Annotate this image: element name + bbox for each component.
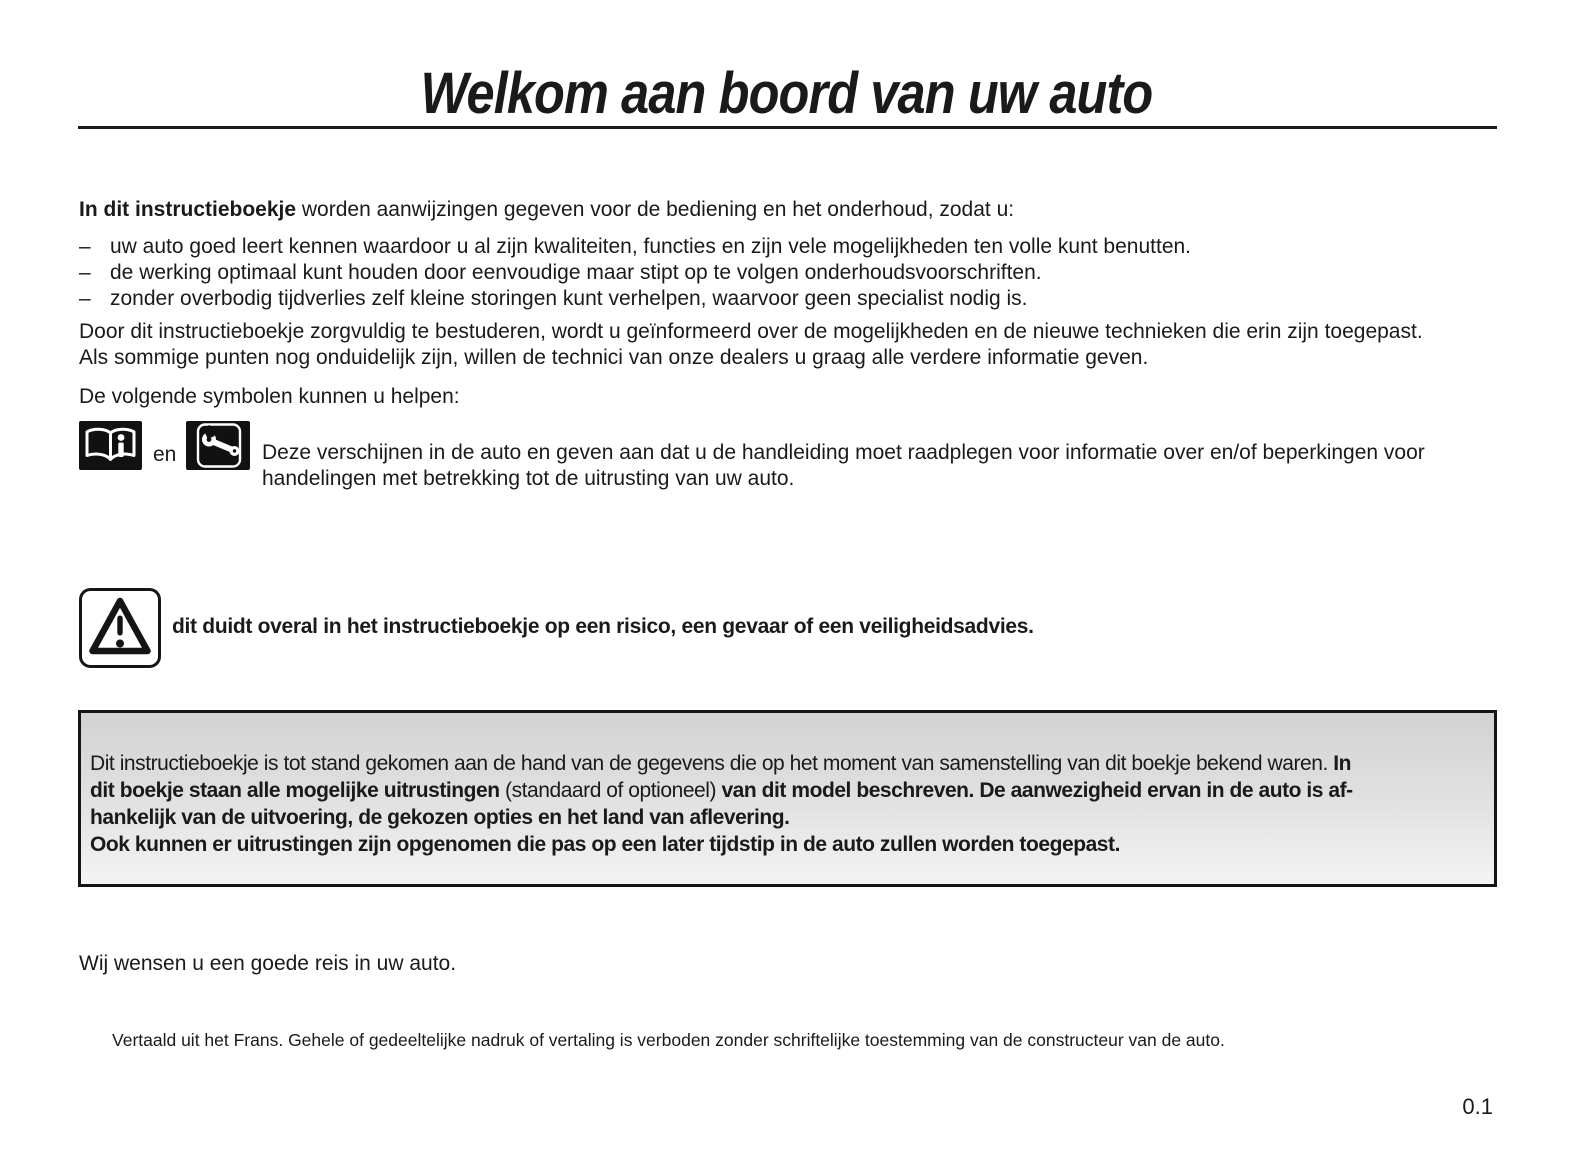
notice-bold: dit boekje staan alle mogelijke uitrustingen <box>90 779 506 802</box>
notice-line <box>90 804 1486 831</box>
bullet-list <box>79 234 1191 312</box>
page-title-wrap <box>0 60 1574 127</box>
study-paragraph <box>79 319 1423 371</box>
description-line: Deze verschijnen in de auto en geven aan dat u de handleiding moet raadplegen voor informatie over en/of beperkingen voor <box>262 441 1425 464</box>
notice-bold: hankelijk van de uitvoering, de gekozen opties en het land van aflevering. <box>90 806 790 829</box>
notice-line <box>90 777 1486 804</box>
title-underline <box>78 126 1497 129</box>
notice-line <box>90 750 1486 777</box>
paragraph-line: Door dit instructieboekje zorgvuldig te bestuderen, wordt u geïnformeerd over de mogelijkheden en de nieuwe technieken die erin zijn toegepast. <box>79 320 1423 343</box>
list-item <box>79 286 1191 312</box>
bullet-dash: – <box>79 287 91 310</box>
warning-text: dit duidt overal in het instructieboekje op een risico, een gevaar of een veiligheidsadvies. <box>172 615 1034 638</box>
symbols-description <box>262 440 1425 492</box>
notice-box <box>78 710 1497 887</box>
notice-bold: van dit model beschreven. De aanwezigheid ervan in de auto is af- <box>721 779 1353 802</box>
notice-regular: (standaard of optioneel) <box>505 779 722 802</box>
notice-bold: In <box>1333 752 1352 775</box>
translation-footnote: Vertaald uit het Frans. Gehele of gedeeltelijke nadruk of vertaling is verboden zonder schriftelijke toestemming van de constructeur van de auto. <box>112 1030 1225 1050</box>
lead-rest: worden aanwijzingen gegeven voor de bediening en het onderhoud, zodat u: <box>296 198 1015 221</box>
page-title: Welkom aan boord van uw auto <box>421 61 1153 126</box>
page-number: 0.1 <box>1462 1094 1493 1119</box>
symbols-connector: en <box>153 443 177 466</box>
handbook-info-icon <box>79 421 142 475</box>
bullet-text: de werking optimaal kunt houden door eenvoudige maar stipt op te volgen onderhoudsvoorschriften. <box>110 261 1042 284</box>
notice-line <box>90 831 1486 858</box>
lead-bold: In dit instructieboekje <box>79 198 297 221</box>
workshop-wrench-icon <box>186 421 250 475</box>
description-line: handelingen met betrekking tot de uitrusting van uw auto. <box>262 467 795 490</box>
warning-triangle-icon <box>79 588 161 673</box>
bullet-text: zonder overbodig tijdverlies zelf kleine storingen kunt verhelpen, waarvoor geen specialist nodig is. <box>110 287 1028 310</box>
list-item <box>79 260 1191 286</box>
bullet-text: uw auto goed leert kennen waardoor u al zijn kwaliteiten, functies en zijn vele mogelijkheden ten volle kunt benutten. <box>110 235 1192 258</box>
lead-paragraph <box>79 197 1014 223</box>
paragraph-line: Als sommige punten nog onduidelijk zijn, willen de technici van onze dealers u graag alle verdere informatie geven. <box>79 346 1149 369</box>
closing-wish: Wij wensen u een goede reis in uw auto. <box>79 952 457 975</box>
symbols-lead: De volgende symbolen kunnen u helpen: <box>79 385 460 408</box>
notice-bold: Ook kunnen er uitrustingen zijn opgenomen die pas op een later tijdstip in de auto zullen worden toegepast. <box>90 833 1120 856</box>
bullet-dash: – <box>79 261 91 284</box>
bullet-dash: – <box>79 235 91 258</box>
list-item <box>79 234 1191 260</box>
notice-regular: Dit instructieboekje is tot stand gekomen aan de hand van de gegevens die op het moment van samenstelling van dit boekje bekend waren. <box>90 752 1334 775</box>
